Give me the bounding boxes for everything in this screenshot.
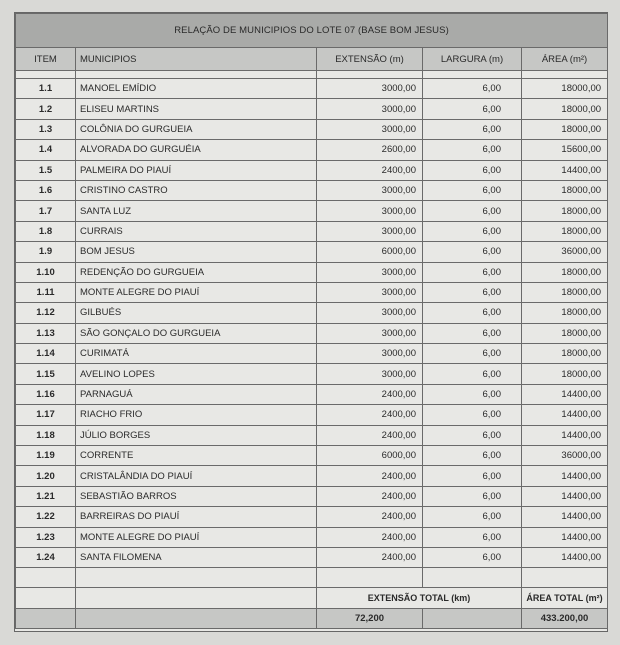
- table-row: [16, 405, 608, 425]
- table-row: [16, 507, 608, 527]
- row-extensao: 3000,00: [317, 344, 423, 364]
- totals-label-row: [16, 588, 608, 609]
- row-extensao: 3000,00: [317, 201, 423, 221]
- row-area: 18000,00: [522, 323, 608, 343]
- row-area: 15600,00: [522, 140, 608, 160]
- row-item: 1.22: [16, 507, 76, 527]
- row-extensao: 2400,00: [317, 547, 423, 567]
- row-area: 18000,00: [522, 262, 608, 282]
- row-extensao: 3000,00: [317, 119, 423, 139]
- row-municipio: PALMEIRA DO PIAUÍ: [76, 160, 317, 180]
- table-row: [16, 425, 608, 445]
- row-item: 1.16: [16, 384, 76, 404]
- table-row: [16, 79, 608, 99]
- row-municipio: JÚLIO BORGES: [76, 425, 317, 445]
- total-extensao-value: 72,200: [317, 609, 423, 629]
- row-area: 14400,00: [522, 486, 608, 506]
- row-municipio: PARNAGUÁ: [76, 384, 317, 404]
- row-area: 18000,00: [522, 119, 608, 139]
- row-extensao: 3000,00: [317, 99, 423, 119]
- row-item: 1.19: [16, 446, 76, 466]
- row-area: 18000,00: [522, 221, 608, 241]
- row-largura: 6,00: [423, 201, 522, 221]
- row-extensao: 2400,00: [317, 527, 423, 547]
- table-row: [16, 364, 608, 384]
- row-municipio: SANTA LUZ: [76, 201, 317, 221]
- table-row: [16, 344, 608, 364]
- header-area: ÁREA (m²): [522, 48, 608, 71]
- table-row: [16, 140, 608, 160]
- row-extensao: 2400,00: [317, 425, 423, 445]
- table-row: [16, 282, 608, 302]
- row-municipio: RIACHO FRIO: [76, 405, 317, 425]
- table-row: [16, 466, 608, 486]
- table-row: [16, 201, 608, 221]
- table-row: [16, 486, 608, 506]
- table-row: [16, 446, 608, 466]
- row-municipio: ALVORADA DO GURGUÉIA: [76, 140, 317, 160]
- row-item: 1.6: [16, 180, 76, 200]
- row-municipio: MANOEL EMÍDIO: [76, 79, 317, 99]
- row-item: 1.7: [16, 201, 76, 221]
- row-item: 1.24: [16, 547, 76, 567]
- row-municipio: CURRAIS: [76, 221, 317, 241]
- row-area: 14400,00: [522, 507, 608, 527]
- row-item: 1.8: [16, 221, 76, 241]
- row-municipio: BARREIRAS DO PIAUÍ: [76, 507, 317, 527]
- row-municipio: SANTA FILOMENA: [76, 547, 317, 567]
- row-municipio: SÃO GONÇALO DO GURGUEIA: [76, 323, 317, 343]
- row-item: 1.5: [16, 160, 76, 180]
- row-extensao: 2400,00: [317, 405, 423, 425]
- row-municipio: MONTE ALEGRE DO PIAUÍ: [76, 282, 317, 302]
- row-item: 1.18: [16, 425, 76, 445]
- table-row: [16, 99, 608, 119]
- header-largura: LARGURA (m): [423, 48, 522, 71]
- row-area: 18000,00: [522, 79, 608, 99]
- row-extensao: 3000,00: [317, 262, 423, 282]
- row-largura: 6,00: [423, 384, 522, 404]
- row-item: 1.2: [16, 99, 76, 119]
- table-row: [16, 262, 608, 282]
- spacer-row: [16, 71, 608, 79]
- row-extensao: 2400,00: [317, 160, 423, 180]
- row-municipio: BOM JESUS: [76, 242, 317, 262]
- row-municipio: REDENÇÃO DO GURGUEIA: [76, 262, 317, 282]
- table-row: [16, 384, 608, 404]
- row-largura: 6,00: [423, 323, 522, 343]
- row-extensao: 2400,00: [317, 384, 423, 404]
- row-largura: 6,00: [423, 262, 522, 282]
- row-largura: 6,00: [423, 527, 522, 547]
- row-item: 1.20: [16, 466, 76, 486]
- row-item: 1.21: [16, 486, 76, 506]
- row-largura: 6,00: [423, 79, 522, 99]
- row-largura: 6,00: [423, 282, 522, 302]
- row-area: 18000,00: [522, 201, 608, 221]
- row-area: 36000,00: [522, 242, 608, 262]
- row-area: 18000,00: [522, 180, 608, 200]
- row-item: 1.3: [16, 119, 76, 139]
- row-area: 14400,00: [522, 384, 608, 404]
- empty-row: [16, 568, 608, 588]
- row-largura: 6,00: [423, 99, 522, 119]
- header-row: [16, 48, 608, 71]
- row-largura: 6,00: [423, 364, 522, 384]
- row-municipio: CURIMATÁ: [76, 344, 317, 364]
- row-largura: 6,00: [423, 140, 522, 160]
- row-item: 1.13: [16, 323, 76, 343]
- header-municipio: MUNICIPIOS: [76, 48, 317, 71]
- row-item: 1.15: [16, 364, 76, 384]
- table-row: [16, 119, 608, 139]
- total-extensao-label: EXTENSÃO TOTAL (km): [317, 588, 522, 609]
- table-row: [16, 160, 608, 180]
- row-area: 14400,00: [522, 527, 608, 547]
- row-largura: 6,00: [423, 425, 522, 445]
- title-row: [16, 14, 608, 48]
- row-largura: 6,00: [423, 303, 522, 323]
- table-row: [16, 527, 608, 547]
- row-item: 1.12: [16, 303, 76, 323]
- row-largura: 6,00: [423, 242, 522, 262]
- table-row: [16, 180, 608, 200]
- row-area: 14400,00: [522, 547, 608, 567]
- row-extensao: 3000,00: [317, 364, 423, 384]
- row-item: 1.1: [16, 79, 76, 99]
- row-area: 18000,00: [522, 303, 608, 323]
- row-item: 1.23: [16, 527, 76, 547]
- row-largura: 6,00: [423, 486, 522, 506]
- row-item: 1.9: [16, 242, 76, 262]
- row-area: 14400,00: [522, 405, 608, 425]
- row-largura: 6,00: [423, 119, 522, 139]
- header-item: ITEM: [16, 48, 76, 71]
- row-municipio: CRISTINO CASTRO: [76, 180, 317, 200]
- row-largura: 6,00: [423, 344, 522, 364]
- row-area: 18000,00: [522, 364, 608, 384]
- row-extensao: 2400,00: [317, 466, 423, 486]
- row-area: 18000,00: [522, 282, 608, 302]
- row-extensao: 3000,00: [317, 323, 423, 343]
- row-item: 1.10: [16, 262, 76, 282]
- row-largura: 6,00: [423, 547, 522, 567]
- municipalities-table: [15, 13, 608, 629]
- row-largura: 6,00: [423, 180, 522, 200]
- row-area: 18000,00: [522, 99, 608, 119]
- row-item: 1.17: [16, 405, 76, 425]
- row-area: 14400,00: [522, 466, 608, 486]
- row-area: 36000,00: [522, 446, 608, 466]
- header-extensao: EXTENSÃO (m): [317, 48, 423, 71]
- row-extensao: 3000,00: [317, 79, 423, 99]
- row-municipio: COLÔNIA DO GURGUEIA: [76, 119, 317, 139]
- table-row: [16, 547, 608, 567]
- total-area-label: ÁREA TOTAL (m²): [522, 588, 608, 609]
- table-body: [16, 79, 608, 568]
- row-area: 14400,00: [522, 425, 608, 445]
- row-municipio: ELISEU MARTINS: [76, 99, 317, 119]
- row-largura: 6,00: [423, 160, 522, 180]
- table-row: [16, 323, 608, 343]
- row-extensao: 2600,00: [317, 140, 423, 160]
- row-extensao: 6000,00: [317, 242, 423, 262]
- row-area: 18000,00: [522, 344, 608, 364]
- row-extensao: 3000,00: [317, 180, 423, 200]
- row-municipio: GILBUÉS: [76, 303, 317, 323]
- row-item: 1.4: [16, 140, 76, 160]
- row-largura: 6,00: [423, 466, 522, 486]
- row-item: 1.14: [16, 344, 76, 364]
- row-largura: 6,00: [423, 446, 522, 466]
- table-row: [16, 221, 608, 241]
- total-area-value: 433.200,00: [522, 609, 608, 629]
- row-extensao: 2400,00: [317, 486, 423, 506]
- row-largura: 6,00: [423, 221, 522, 241]
- table-row: [16, 303, 608, 323]
- document-sheet: [14, 12, 608, 632]
- row-municipio: CORRENTE: [76, 446, 317, 466]
- row-item: 1.11: [16, 282, 76, 302]
- row-municipio: AVELINO LOPES: [76, 364, 317, 384]
- row-extensao: 3000,00: [317, 282, 423, 302]
- table-title: RELAÇÃO DE MUNICIPIOS DO LOTE 07 (BASE BOM JESUS): [16, 14, 608, 48]
- row-municipio: MONTE ALEGRE DO PIAUÍ: [76, 527, 317, 547]
- row-extensao: 6000,00: [317, 446, 423, 466]
- row-largura: 6,00: [423, 507, 522, 527]
- row-municipio: SEBASTIÃO BARROS: [76, 486, 317, 506]
- totals-value-row: [16, 609, 608, 629]
- row-municipio: CRISTALÂNDIA DO PIAUÍ: [76, 466, 317, 486]
- row-extensao: 2400,00: [317, 507, 423, 527]
- row-extensao: 3000,00: [317, 303, 423, 323]
- row-area: 14400,00: [522, 160, 608, 180]
- table-row: [16, 242, 608, 262]
- row-extensao: 3000,00: [317, 221, 423, 241]
- row-largura: 6,00: [423, 405, 522, 425]
